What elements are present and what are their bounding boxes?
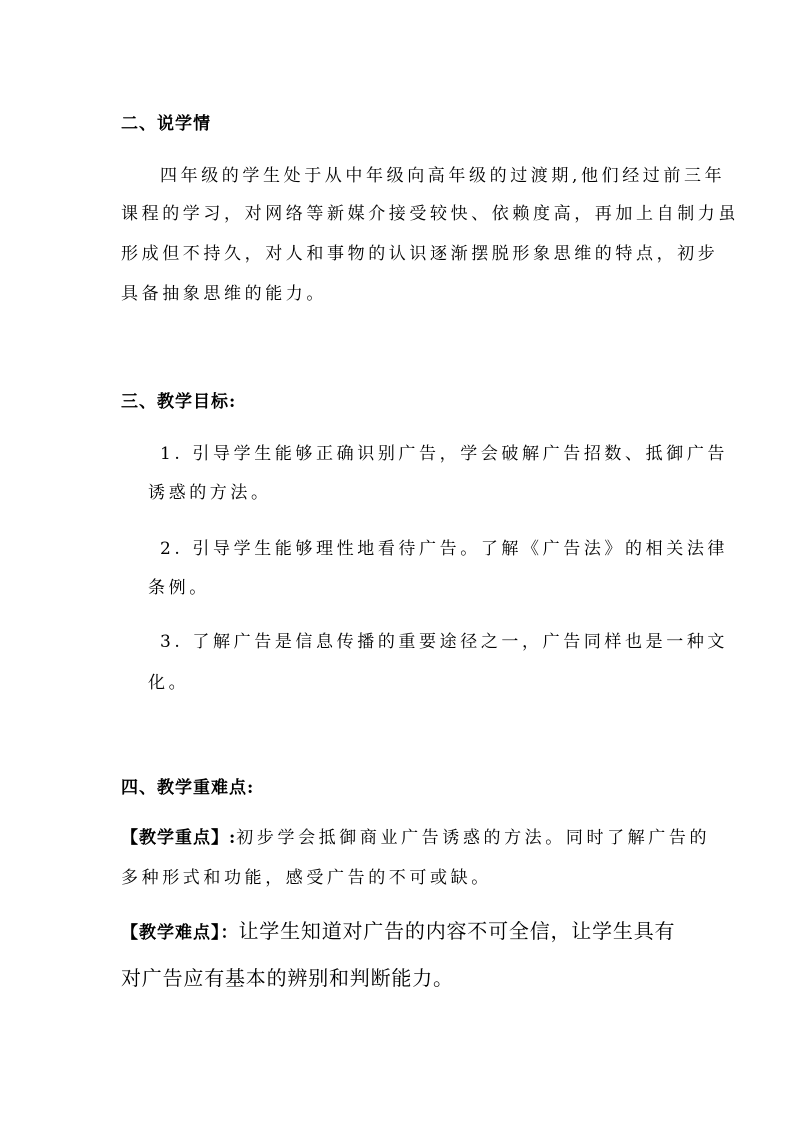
key-point-line-1 bbox=[121, 830, 710, 847]
section-3-heading: 三、教学目标: bbox=[121, 392, 237, 412]
difficult-point-label: 【教学难点】 bbox=[121, 923, 221, 943]
difficult-point-text: 让学生知道对广告的内容不可全信，让学生具有 bbox=[238, 919, 676, 943]
goal-3-line-1: 3. 了解广告是信息传播的重要途径之一，广告同样也是一种文 bbox=[160, 632, 729, 652]
key-point-label: 【教学重点】 bbox=[121, 828, 229, 848]
difficult-point-separator: ： bbox=[220, 923, 239, 943]
section-2-heading: 二、说学情 bbox=[121, 114, 211, 134]
goal-3-line-2: 化。 bbox=[148, 673, 190, 693]
key-point-text: 初步学会抵御商业广告诱惑的方法。同时了解广告的 bbox=[236, 828, 711, 848]
goal-2-line-1: 2. 引导学生能够理性地看待广告。了解《广告法》的相关法律 bbox=[160, 539, 729, 559]
goal-1-line-1: 1. 引导学生能够正确识别广告，学会破解广告招数、抵御广告 bbox=[160, 444, 729, 464]
difficult-point-line-1 bbox=[121, 921, 675, 942]
section-4-heading: 四、教学重难点: bbox=[121, 778, 255, 798]
section-2-line-2: 课程的学习，对网络等新媒介接受较快、依赖度高，再加上自制力虽 bbox=[121, 204, 739, 224]
goal-1-line-2: 诱惑的方法。 bbox=[148, 483, 272, 503]
section-2-line-4: 具备抽象思维的能力。 bbox=[121, 284, 327, 304]
key-point-line-2: 多种形式和功能，感受广告的不可或缺。 bbox=[121, 868, 492, 888]
section-2-line-3: 形成但不持久，对人和事物的认识逐渐摆脱形象思维的特点，初步 bbox=[121, 244, 719, 264]
section-2-line-1: 四年级的学生处于从中年级向高年级的过渡期,他们经过前三年 bbox=[160, 166, 726, 186]
key-point-separator: : bbox=[229, 828, 237, 848]
goal-2-line-2: 条例。 bbox=[148, 578, 210, 598]
difficult-point-line-2: 对广告应有基本的辨别和判断能力。 bbox=[121, 966, 454, 990]
